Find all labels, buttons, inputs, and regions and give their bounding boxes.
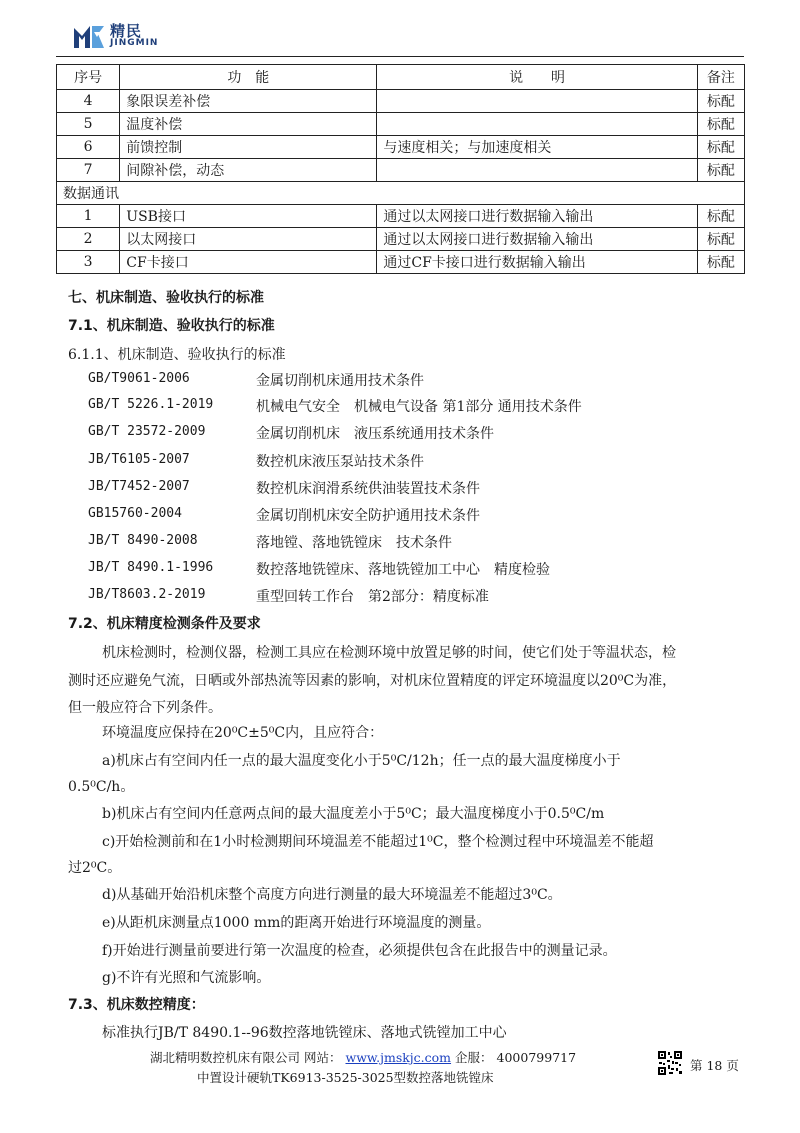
standard-code: GB15760-2004 [88, 506, 182, 521]
item-e: e)从距机床测量点1000 mm的距离开始进行环境温度的测量。 [102, 915, 491, 931]
cell-function: USB接口 [120, 205, 377, 228]
cell-no: 2 [57, 228, 120, 251]
table-row [57, 228, 745, 251]
cell-function: 以太网接口 [120, 228, 377, 251]
standard-title: 落地镗、落地铣镗床 技术条件 [256, 535, 452, 551]
cell-no: 6 [57, 136, 120, 159]
cell-description [377, 113, 697, 136]
item-c-cont: 过2⁰C。 [68, 860, 122, 876]
standard-title: 数控落地铣镗床、落地铣镗加工中心 精度检验 [256, 562, 550, 578]
cell-note: 标配 [697, 136, 744, 159]
standard-title: 重型回转工作台 第2部分：精度标准 [256, 589, 489, 605]
footer-company: 湖北精明数控机床有限公司 [150, 1050, 301, 1065]
item-d: d)从基础开始沿机床整个高度方向进行测量的最大环境温差不能超过3⁰C。 [102, 887, 562, 903]
cell-description: 通过以太网接口进行数据输入输出 [377, 228, 697, 251]
footer-product: 中置设计硬轨TK6913-3525-3025型数控落地铣镗床 [197, 1070, 494, 1085]
cell-note: 标配 [697, 113, 744, 136]
table-row [57, 205, 745, 228]
cell-note: 标配 [697, 90, 744, 113]
logo-en: JINGMIN [110, 38, 159, 48]
cell-no: 7 [57, 159, 120, 182]
section-title-7-1: 7.1、机床制造、验收执行的标准 [68, 318, 275, 334]
standard-code: JB/T 8490.1-1996 [88, 560, 214, 575]
cell-description [377, 90, 697, 113]
logo-cn: 精民 [110, 22, 143, 40]
table-section-row [57, 182, 745, 205]
cell-note: 标配 [697, 205, 744, 228]
cell-note: 标配 [697, 159, 744, 182]
header-divider [56, 56, 744, 57]
footer-website-label: 网站： [304, 1050, 342, 1065]
qr-code-icon [657, 1050, 683, 1076]
cell-description [377, 159, 697, 182]
standard-title: 金属切削机床安全防护通用技术条件 [256, 508, 480, 524]
table-row [57, 90, 745, 113]
header [72, 22, 158, 50]
paragraph-line: 但一般应符合下列条件。 [68, 700, 222, 716]
standard-code: JB/T6105-2007 [88, 452, 190, 467]
footer-contact [150, 1048, 576, 1066]
standard-title: 数控机床润滑系统供油装置技术条件 [256, 481, 480, 497]
cell-function: 间隙补偿，动态 [120, 159, 377, 182]
item-b: b)机床占有空间内任意两点间的最大温度差小于5⁰C；最大温度梯度小于0.5⁰C/m [102, 806, 605, 822]
section-title-7-2: 7.2、机床精度检测条件及要求 [68, 616, 261, 632]
cell-function: 前馈控制 [120, 136, 377, 159]
page-number: 第 18 页 [690, 1058, 739, 1073]
cell-no: 1 [57, 205, 120, 228]
section-title-7: 七、机床制造、验收执行的标准 [68, 290, 264, 306]
cell-note: 标配 [697, 251, 744, 274]
paragraph-7-3: 标准执行JB/T 8490.1--96数控落地铣镗床、落地式铣镗加工中心 [102, 1025, 507, 1041]
cell-function: 象限误差补偿 [120, 90, 377, 113]
col-note: 备注 [697, 65, 744, 90]
cell-function: CF卡接口 [120, 251, 377, 274]
item-a: a)机床占有空间内任一点的最大温度变化小于5⁰C/12h；任一点的最大温度梯度小于 [102, 753, 621, 769]
cell-description: 通过CF卡接口进行数据输入输出 [377, 251, 697, 274]
table-row [57, 113, 745, 136]
footer-phone-label: 企服： [455, 1050, 493, 1065]
table-row [57, 251, 745, 274]
cell-function: 温度补偿 [120, 113, 377, 136]
item-c: c)开始检测前和在1小时检测期间环境温差不能超过1⁰C，整个检测过程中环境温差不能超 [102, 834, 654, 850]
cell-no: 4 [57, 90, 120, 113]
table-row [57, 159, 745, 182]
standard-title: 机械电气安全 机械电气设备 第1部分 通用技术条件 [256, 399, 582, 415]
standard-title: 金属切削机床通用技术条件 [256, 373, 424, 389]
section-data-communication: 数据通讯 [57, 182, 745, 205]
cell-note: 标配 [697, 228, 744, 251]
cell-no: 3 [57, 251, 120, 274]
jingmin-logo-icon [72, 22, 106, 50]
table-row [57, 136, 745, 159]
footer-phone: 4000799717 [496, 1050, 577, 1065]
standard-code: GB/T 5226.1-2019 [88, 397, 214, 412]
cell-description: 与速度相关；与加速度相关 [377, 136, 697, 159]
subsection-6-1-1: 6.1.1、机床制造、验收执行的标准 [68, 347, 286, 363]
standard-title: 金属切削机床 液压系统通用技术条件 [256, 426, 494, 442]
table-header-row [57, 65, 745, 90]
paragraph-line: 测时还应避免气流，日晒或外部热流等因素的影响，对机床位置精度的评定环境温度以20⁰C为准， [68, 673, 677, 689]
cell-no: 5 [57, 113, 120, 136]
env-temp-paragraph: 环境温度应保持在20⁰C±5⁰C内，且应符合： [102, 725, 384, 741]
item-g: g)不许有光照和气流影响。 [102, 970, 271, 986]
standard-title: 数控机床液压泵站技术条件 [256, 454, 424, 470]
logo-text [110, 24, 158, 48]
item-a-cont: 0.5⁰C/h。 [68, 779, 135, 795]
col-description: 说 明 [377, 65, 697, 90]
standard-code: GB/T 23572-2009 [88, 424, 206, 439]
item-f: f)开始进行测量前要进行第一次温度的检查，必须提供包含在此报告中的测量记录。 [102, 943, 617, 959]
standard-code: GB/T9061-2006 [88, 371, 190, 386]
footer-website-link[interactable]: www.jmskjc.com [345, 1050, 452, 1065]
section-title-7-3: 7.3、机床数控精度： [68, 997, 205, 1013]
standard-code: JB/T 8490-2008 [88, 533, 198, 548]
cell-description: 通过以太网接口进行数据输入输出 [377, 205, 697, 228]
spec-table [56, 64, 745, 274]
paragraph-line: 机床检测时，检测仪器，检测工具应在检测环境中放置足够的时间，使它们处于等温状态，检 [102, 645, 676, 661]
standard-code: JB/T7452-2007 [88, 479, 190, 494]
col-no: 序号 [57, 65, 120, 90]
col-function: 功 能 [120, 65, 377, 90]
standard-code: JB/T8603.2-2019 [88, 587, 206, 602]
